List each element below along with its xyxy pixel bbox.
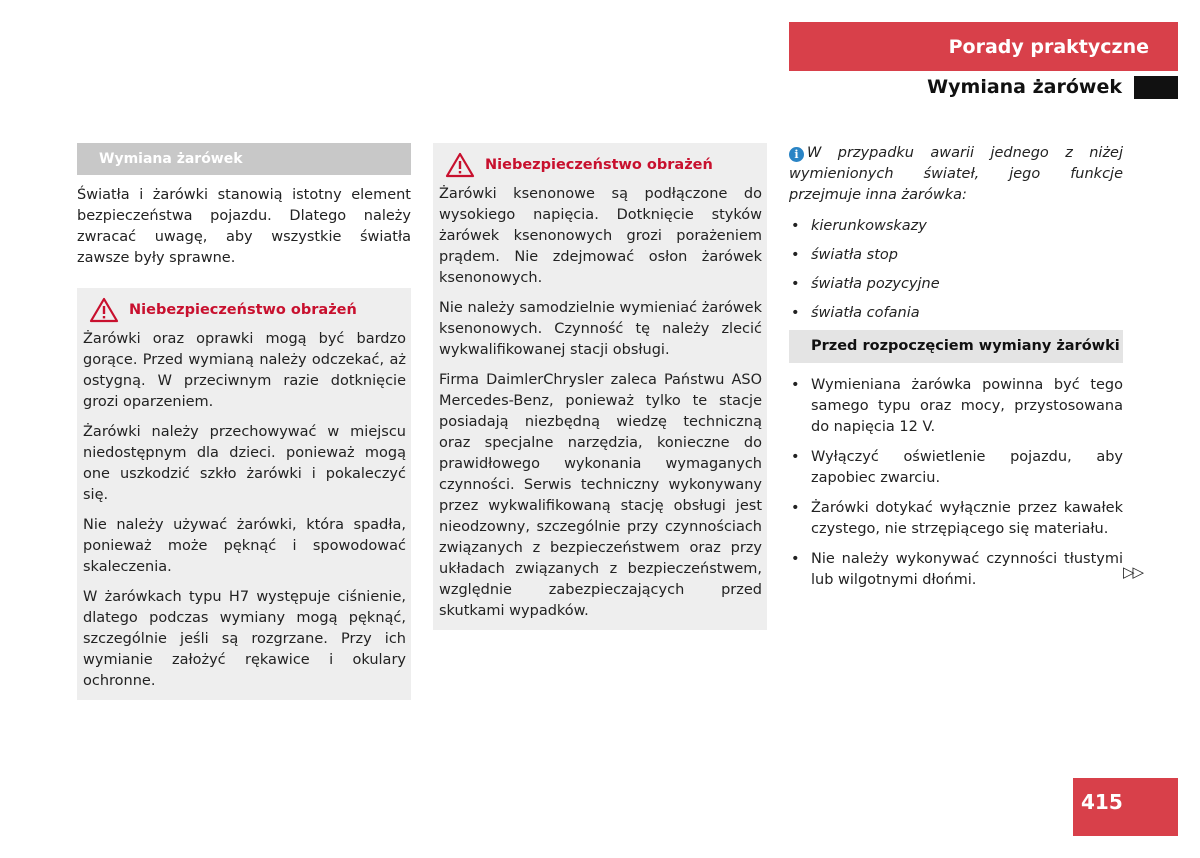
warning-title: Niebezpieczeństwo obrażeń [439,150,762,180]
subsection-title: Wymiana żarówek [927,76,1122,98]
list-item: • światła pozycyjne [789,274,1123,295]
column-3 [789,143,1123,600]
warning-paragraph: Nie należy używać żarówki, która spadła, ponieważ może pęknąć i spowodować skaleczenia. [83,517,406,575]
column-2 [433,143,767,630]
column-1 [77,143,411,700]
column-heading: Wymiana żarówek [77,143,411,175]
steps-list [789,375,1123,591]
lights-list [789,216,1123,324]
warning-paragraph: W żarówkach typu H7 występuje ciśnienie, dlatego podczas wymiany mogą pęknąć, szczególnie jeśli są rozgrzane. Przy ich wymianie założyć rękawice i okulary ochronne. [83,589,406,689]
warning-triangle-icon [89,297,119,323]
info-note: i W przypadku awarii jednego z niżej wymienionych świateł, jego funkcje przejmuje inna żarówka: [789,145,1123,203]
list-item: • Żarówki dotykać wyłącznie przez kawałek czystego, nie strzępiącego się materiału. [789,498,1123,540]
list-item: • światła stop [789,245,1123,266]
warning-paragraph: Żarówki należy przechowywać w miejscu niedostępnym dla dzieci. ponieważ mogą one uszkodzić szkło żarówki i pokaleczyć się. [83,424,406,503]
warning-box [77,288,411,700]
warning-paragraph: Nie należy samodzielnie wymieniać żarówek ksenonowych. Czynność tę należy zlecić wykwalifikowanej stacji obsługi. [439,300,762,358]
warning-triangle-icon [445,152,475,178]
list-item: • Wymieniana żarówka powinna być tego samego typu oraz mocy, przystosowana do napięcia 12 V. [789,375,1123,438]
warning-paragraph: Firma DaimlerChrysler zaleca Państwu ASO Mercedes-Benz, ponieważ tylko te stacje posiadają niezbędną wiedzę techniczną oraz specjalne narzędzia, konieczne do prawidłowego wykonania wymaganych czynności. Serwis techniczny wykonywany przez wykwalifikowaną stację obsługi jest nieodzowny, szczególnie przy czynnościach związanych z bezpieczeństwem oraz przy układach związanych z bezpieczeństwem, względnie zabezpieczających przed skutkami wypadków. [439,372,762,619]
list-item: • Nie należy wykonywać czynności tłustymi lub wilgotnymi dłońmi. [789,549,1123,591]
list-item: • Wyłączyć oświetlenie pojazdu, aby zapobiec zwarciu. [789,447,1123,489]
page-number: 415 [1073,778,1178,836]
section-header [789,22,1178,71]
list-item: • światła cofania [789,303,1123,324]
before-heading: Przed rozpoczęciem wymiany żarówki [789,330,1123,363]
list-item: • kierunkowskazy [789,216,1123,237]
warning-title: Niebezpieczeństwo obrażeń [83,295,406,325]
warning-box [433,143,767,630]
warning-paragraph: Żarówki oraz oprawki mogą być bardzo gorące. Przed wymianą należy odczekać, aż ostygną. W przeciwnym razie dotknięcie grozi oparzeniem. [83,331,406,410]
info-icon: i [789,147,804,162]
section-title: Porady praktyczne [948,35,1149,58]
intro-paragraph: Światła i żarówki stanowią istotny element bezpieczeństwa pojazdu. Dlatego należy zwracać uwagę, aby wszystkie światła zawsze były sprawne. [77,187,411,266]
section-marker [1134,76,1178,99]
continue-arrows-icon: ▷▷ [1123,563,1143,581]
warning-paragraph: Żarówki ksenonowe są podłączone do wysokiego napięcia. Dotknięcie styków żarówek ksenonowych grozi porażeniem prądem. Nie zdejmować osłon żarówek ksenonowych. [439,186,762,286]
